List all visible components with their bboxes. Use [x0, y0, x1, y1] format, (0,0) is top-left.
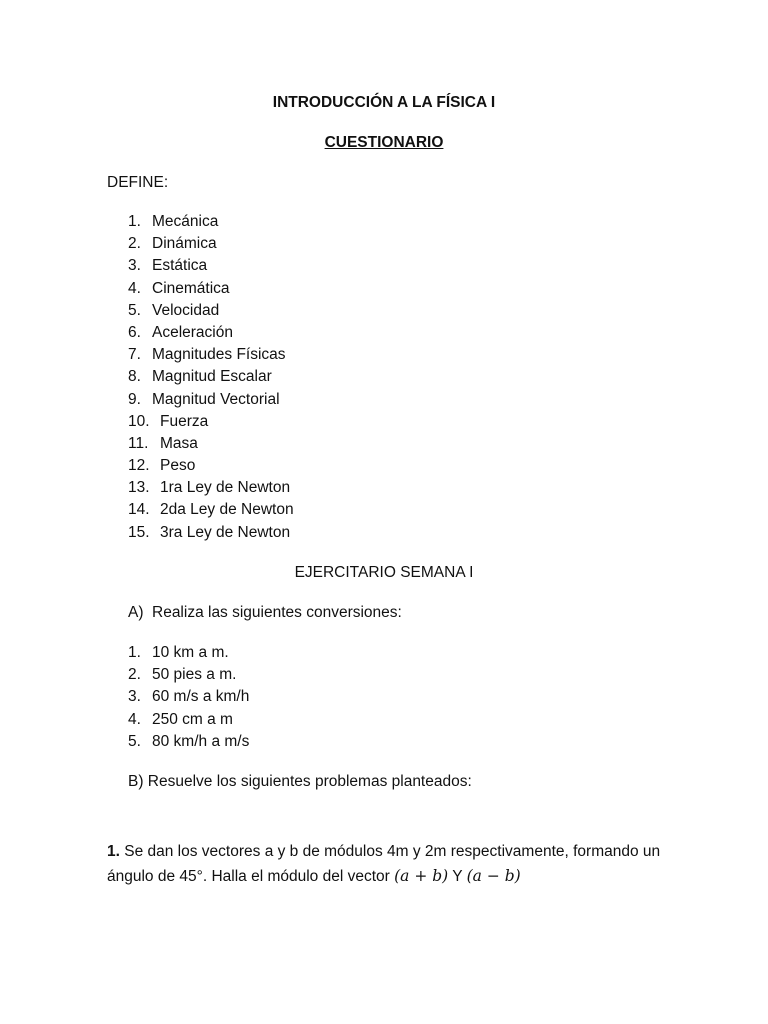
definition-item-number: 13. [128, 479, 150, 497]
definition-item-text: Dinámica [152, 235, 217, 253]
definition-item-text: Magnitudes Físicas [152, 346, 286, 364]
conversion-item-text: 10 km a m. [152, 644, 229, 661]
definition-item [128, 477, 294, 499]
conversions-list [128, 642, 249, 753]
definition-item-text: Cinemática [152, 279, 230, 297]
definition-item [128, 366, 294, 388]
problem-1 [107, 839, 667, 889]
problem-1-connector: Y [452, 868, 463, 885]
part-a-heading [128, 604, 402, 622]
define-label: DEFINE: [107, 174, 169, 191]
definition-item [128, 499, 294, 521]
definition-item-text: Magnitud Escalar [152, 368, 272, 386]
definition-item [128, 522, 294, 544]
conversion-item-number: 3. [128, 688, 141, 706]
definition-item [128, 433, 294, 455]
definition-item-number: 3. [128, 257, 141, 275]
part-b-heading: B) Resuelve los siguientes problemas planteados: [128, 773, 472, 790]
definition-item-number: 5. [128, 301, 141, 319]
definition-item-number: 10. [128, 412, 150, 430]
definition-item-number: 7. [128, 346, 141, 364]
definition-item-text: Fuerza [160, 412, 209, 430]
definition-item [128, 411, 294, 433]
definition-item-text: 2da Ley de Newton [160, 501, 294, 519]
definition-item-number: 6. [128, 323, 141, 341]
definition-item-number: 14. [128, 501, 150, 519]
conversion-item-number: 5. [128, 732, 141, 750]
definition-item-text: 1ra Ley de Newton [160, 479, 291, 497]
problem-1-expr-sum: (a + b) [394, 867, 449, 885]
definition-item-text: Velocidad [152, 301, 220, 319]
definition-item-number: 8. [128, 368, 141, 386]
conversion-item [128, 709, 249, 731]
conversion-item-text: 250 cm a m [152, 710, 233, 728]
document-subtitle: CUESTIONARIO [324, 134, 444, 151]
definition-item [128, 322, 294, 344]
conversion-item-number: 2. [128, 666, 141, 684]
definition-item [128, 344, 294, 366]
definition-item [128, 455, 294, 477]
document-title: INTRODUCCIÓN A LA FÍSICA I [272, 94, 496, 111]
definition-item-text: Masa [160, 434, 198, 452]
definition-item-number: 1. [128, 213, 141, 230]
definition-item [128, 255, 294, 277]
conversion-item [128, 664, 249, 686]
definition-item [128, 211, 294, 233]
definition-item-number: 11. [128, 434, 149, 452]
problem-1-expr-diff: (a − b) [466, 867, 521, 885]
definition-item-text: Estática [152, 257, 208, 275]
conversion-item-text: 80 km/h a m/s [152, 732, 250, 750]
definition-item-number: 12. [128, 457, 150, 475]
definition-item [128, 300, 294, 322]
conversion-item-number: 4. [128, 710, 141, 728]
definition-item-number: 9. [128, 390, 141, 408]
problem-1-text: Se dan los vectores a y b de módulos 4m y 2m respectivamente, formando un ángulo de 45°. Halla el módulo del vector [107, 843, 661, 885]
part-a-text: Realiza las siguientes conversiones: [152, 604, 402, 621]
conversion-item-number: 1. [128, 644, 141, 661]
definition-item-text: Magnitud Vectorial [152, 390, 280, 408]
definition-item-text: 3ra Ley de Newton [160, 523, 291, 541]
part-a-letter: A) [128, 604, 144, 621]
definition-item-text: Mecánica [152, 213, 219, 230]
conversion-item [128, 731, 249, 753]
conversion-item [128, 642, 249, 664]
section-title: EJERCITARIO SEMANA I [294, 564, 474, 581]
definition-item-number: 4. [128, 279, 141, 297]
definition-item-text: Peso [160, 457, 196, 475]
definition-item-text: Aceleración [152, 323, 233, 341]
conversion-item-text: 60 m/s a km/h [152, 688, 250, 706]
definitions-list [128, 211, 294, 544]
definition-item [128, 389, 294, 411]
problem-1-number: 1. [107, 843, 120, 860]
definition-item [128, 233, 294, 255]
definition-item [128, 278, 294, 300]
definition-item-number: 2. [128, 235, 141, 253]
definition-item-number: 15. [128, 523, 150, 541]
conversion-item-text: 50 pies a m. [152, 666, 237, 684]
conversion-item [128, 686, 249, 708]
